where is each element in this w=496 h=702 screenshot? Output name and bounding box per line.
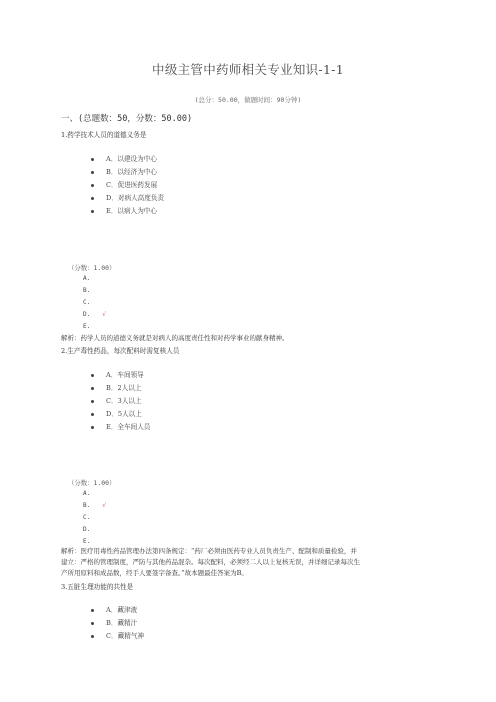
analysis-line: 解析：医疗用毒性药品管理办法第四条规定：“药厂必须由医药专业人员负责生产、配制和质量检验，并: [61, 547, 357, 555]
question-1-answer-d: D. √: [83, 311, 107, 318]
question-1-option-e: E．以病人为中心: [91, 205, 157, 215]
bullet-icon: [91, 184, 94, 187]
question-3-stem: 3.五脏生理功能的共性是: [61, 583, 134, 591]
question-2-answer-b: B. √: [83, 502, 107, 509]
question-1-answer-e: E.: [83, 323, 91, 330]
page-subtitle: (总分：50.00，做题时间：90分钟): [194, 96, 302, 104]
question-2-option-c: C．3人以上: [91, 395, 142, 405]
question-1-option-c: C．促进医药发展: [91, 179, 157, 189]
question-3-option-c: C．藏精气神: [91, 630, 144, 640]
question-1-analysis: 解析：药学人员的道德义务就是对病人的高度责任性和对药学事业的献身精神。: [61, 334, 289, 342]
question-2-answer-a: A.: [83, 490, 91, 497]
question-2-option-a: A．车间领导: [91, 369, 144, 379]
bullet-icon: [91, 374, 94, 377]
check-mark-icon: √: [102, 311, 107, 318]
question-2-option-d: D．5人以上: [91, 408, 142, 418]
question-1-answer-c: C.: [83, 299, 91, 306]
bullet-icon: [91, 426, 94, 429]
bullet-icon: [91, 158, 94, 161]
question-3-option-a: A．藏津液: [91, 604, 137, 614]
check-mark-icon: √: [102, 502, 107, 509]
section-heading: 一、(总题数：50，分数：50.00): [61, 114, 193, 124]
question-1-option-a: A．以建设为中心: [91, 153, 157, 163]
bullet-icon: [91, 197, 94, 200]
analysis-line: 建立：严格的管理制度，严防与其他药品混杂。每次配料，必须经二人以上复核无误，并详细记录每次生: [61, 558, 360, 566]
question-2-answer-d: D.: [83, 526, 91, 533]
analysis-line: 产所用原料和成品数，经手人要签字备查。”故本题最佳答案为B。: [61, 569, 248, 577]
question-2-option-e: E．全车间人员: [91, 421, 150, 431]
question-2-stem: 2.生产毒性药品，每次配料时需复核人员: [61, 347, 180, 355]
bullet-icon: [91, 635, 94, 638]
bullet-icon: [91, 387, 94, 390]
bullet-icon: [91, 622, 94, 625]
question-1-answer-a: A.: [83, 275, 91, 282]
bullet-icon: [91, 609, 94, 612]
page-title: 中级主管中药师相关专业知识-1-1: [152, 62, 344, 77]
question-2-analysis: [61, 546, 441, 579]
bullet-icon: [91, 171, 94, 174]
question-1-score: （分数：1.00）: [68, 264, 116, 272]
question-1-answer-b: B.: [83, 287, 91, 294]
question-2-answer-c: C.: [83, 514, 91, 521]
question-3-option-b: B．藏精汁: [91, 617, 137, 627]
bullet-icon: [91, 413, 94, 416]
question-2-score: （分数：1.00）: [68, 479, 116, 487]
question-1-option-d: D．对病人高度负责: [91, 192, 164, 202]
question-1-option-b: B．以经济为中心: [91, 166, 157, 176]
question-2-option-b: B．2人以上: [91, 382, 141, 392]
question-2-answer-e: E.: [83, 538, 91, 545]
bullet-icon: [91, 210, 94, 213]
bullet-icon: [91, 400, 94, 403]
question-1-stem: 1.药学技术人员的道德义务是: [61, 131, 147, 139]
